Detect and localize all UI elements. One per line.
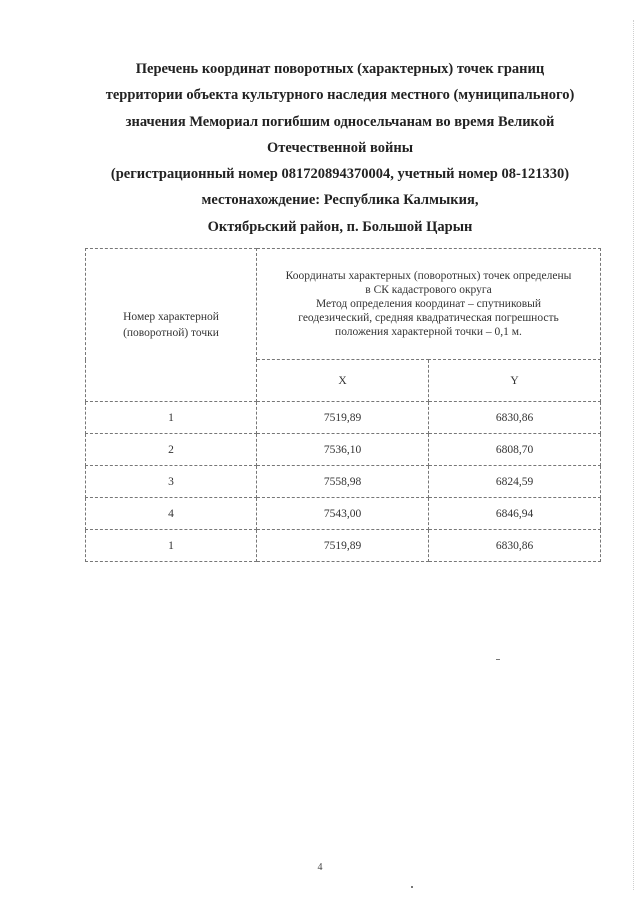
title-line-5: (регистрационный номер 081720894370004, учетный номер 08-121330) xyxy=(110,166,570,183)
y-cell: 6830,86 xyxy=(429,530,601,562)
table-row xyxy=(86,466,601,498)
table-row xyxy=(86,434,601,466)
title-line-1: Перечень координат поворотных (характерных) точек границ xyxy=(135,61,545,77)
table-row xyxy=(86,498,601,530)
y-column-header: Y xyxy=(429,360,601,402)
x-cell: 7543,00 xyxy=(257,498,429,530)
header-text: в СК кадастрового округа xyxy=(365,284,492,296)
header-text: Номер характерной xyxy=(123,311,219,323)
title-line-7: Октябрьский район, п. Большой Царын xyxy=(207,218,473,235)
table-header-row xyxy=(86,249,601,360)
point-cell: 1 xyxy=(86,530,257,562)
point-cell: 2 xyxy=(86,434,257,466)
document-title xyxy=(70,56,610,240)
title-line-2: территории объекта культурного наследия местного (муниципального) xyxy=(105,87,575,104)
scan-speck xyxy=(411,886,413,888)
x-cell: 7536,10 xyxy=(257,434,429,466)
page-number: 4 xyxy=(317,862,323,873)
x-cell: 7558,98 xyxy=(257,466,429,498)
point-cell: 4 xyxy=(86,498,257,530)
table-row xyxy=(86,530,601,562)
header-text: (поворотной) точки xyxy=(123,327,219,339)
title-line-3: значения Мемориал погибшим односельчанам во время Великой xyxy=(125,113,555,130)
x-column-header: X xyxy=(257,360,429,402)
table-row xyxy=(86,402,601,434)
y-cell: 6846,94 xyxy=(429,498,601,530)
coordinates-table xyxy=(85,248,601,562)
header-text: геодезический, средняя квадратическая погрешность xyxy=(298,312,559,324)
x-cell: 7519,89 xyxy=(257,402,429,434)
header-text: положения характерной точки – 0,1 м. xyxy=(335,326,522,338)
title-line-6: местонахождение: Республика Калмыкия, xyxy=(201,192,479,209)
y-cell: 6824,59 xyxy=(429,466,601,498)
y-cell: 6808,70 xyxy=(429,434,601,466)
title-line-4: Отечественной войны xyxy=(266,139,414,156)
scan-edge xyxy=(632,20,634,890)
point-cell: 1 xyxy=(86,402,257,434)
scan-speck xyxy=(496,659,500,660)
point-cell: 3 xyxy=(86,466,257,498)
header-text: Координаты характерных (поворотных) точек определены xyxy=(285,270,572,282)
header-text: Метод определения координат – спутниковый xyxy=(315,298,542,310)
point-number-header xyxy=(86,249,257,402)
x-cell: 7519,89 xyxy=(257,530,429,562)
y-cell: 6830,86 xyxy=(429,402,601,434)
coordinates-header xyxy=(257,249,601,360)
